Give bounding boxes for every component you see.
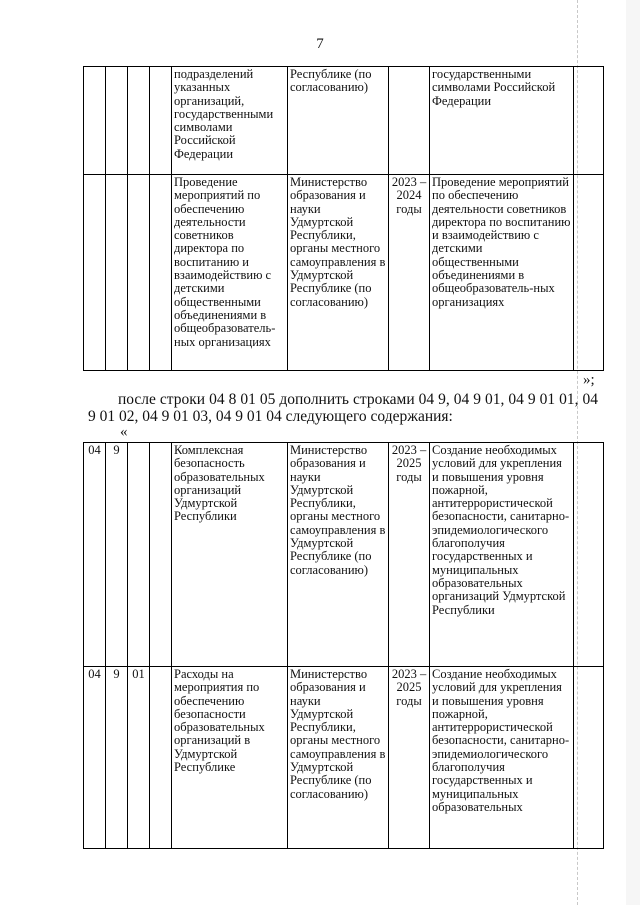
empty-cell [574, 667, 604, 849]
executor-cell: Министерство образования и науки Удмуртской Республики, органы местного самоуправления в Удмуртской Республике (по согласованию) [288, 667, 389, 849]
code-cell [150, 175, 172, 371]
table-row [84, 667, 604, 849]
activity-cell: Расходы на мероприятия по обеспечению безопасности образовательных организаций в Удмуртской Республике [172, 667, 288, 849]
executor-cell: Министерство образования и науки Удмуртской Республики, органы местного самоуправления в Удмуртской Республике (по согласованию) [288, 175, 389, 371]
empty-cell [574, 67, 604, 175]
program-table-additions [83, 442, 604, 849]
result-cell: государственными символами Российской Федерации [430, 67, 574, 175]
code-cell: 9 [106, 667, 128, 849]
amendment-instruction: после строки 04 8 01 05 дополнить строками 04 9, 04 9 01, 04 9 01 01, 04 9 01 02, 04 9 01 03, 04 9 01 04 следующего содержания: [88, 391, 598, 425]
years-cell: 2023 – 2025 годы [389, 443, 430, 667]
code-cell [84, 175, 106, 371]
code-cell [150, 443, 172, 667]
executor-cell: Министерство образования и науки Удмуртской Республики, органы местного самоуправления в Удмуртской Республике (по согласованию) [288, 443, 389, 667]
code-cell [128, 175, 150, 371]
activity-cell: Проведение мероприятий по обеспечению деятельности советников директора по воспитанию и взаимодействию с детскими общественными объединениями в общеобразователь-ных организациях [172, 175, 288, 371]
activity-cell: подразделений указанных организаций, государственными символами Российской Федерации [172, 67, 288, 175]
page-edge [626, 0, 640, 905]
table-row [84, 443, 604, 667]
result-cell: Проведение мероприятий по обеспечению деятельности советников директора по воспитанию и взаимодействию с детскими общественными объединениями в общеобразователь-ных организациях [430, 175, 574, 371]
years-cell: 2023 – 2025 годы [389, 667, 430, 849]
empty-cell [574, 175, 604, 371]
closing-quote-mark: »; [583, 372, 595, 388]
executor-cell: Республике (по согласованию) [288, 67, 389, 175]
code-cell [150, 67, 172, 175]
code-cell: 04 [84, 443, 106, 667]
years-cell: 2023 – 2024 годы [389, 175, 430, 371]
years-cell [389, 67, 430, 175]
code-cell: 9 [106, 443, 128, 667]
opening-quote-mark: « [120, 424, 128, 440]
code-cell [106, 175, 128, 371]
activity-cell: Комплексная безопасность образовательных организаций Удмуртской Республики [172, 443, 288, 667]
code-cell: 04 [84, 667, 106, 849]
table-row [84, 67, 604, 175]
code-cell [84, 67, 106, 175]
result-cell: Создание необходимых условий для укрепления и повышения уровня пожарной, антитеррористической безопасности, санитарно-эпидемиологического благополучия государственных и муниципальных образовательных [430, 667, 574, 849]
table-row [84, 175, 604, 371]
code-cell [150, 667, 172, 849]
code-cell [128, 443, 150, 667]
code-cell [106, 67, 128, 175]
empty-cell [574, 443, 604, 667]
program-table-continuation [83, 66, 604, 371]
result-cell: Создание необходимых условий для укрепления и повышения уровня пожарной, антитеррористической безопасности, санитарно-эпидемиологического благополучия государственных и муниципальных образовательных организаций Удмуртской Республики [430, 443, 574, 667]
code-cell [128, 67, 150, 175]
code-cell: 01 [128, 667, 150, 849]
page-number: 7 [316, 36, 324, 52]
